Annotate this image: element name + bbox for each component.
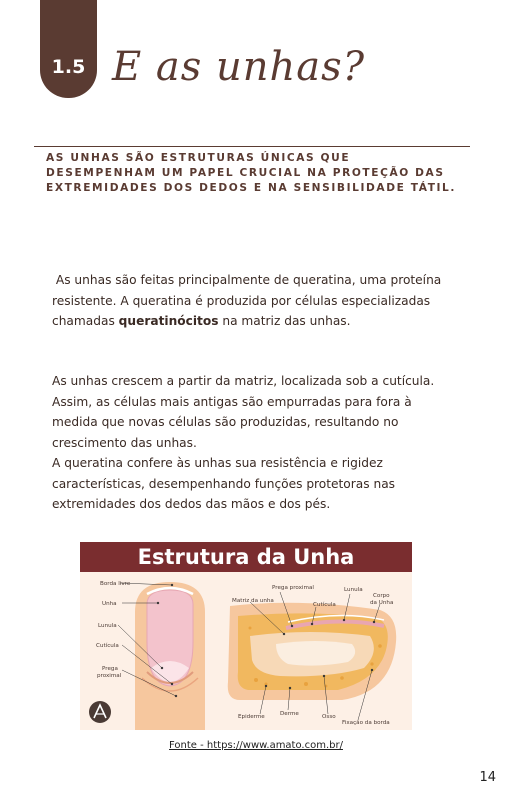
label-derme: Derme	[280, 711, 299, 717]
figure-caption: Fonte - https://www.amato.com.br/	[169, 740, 343, 751]
lead-text: AS UNHAS SÃO ESTRUTURAS ÚNICAS QUE DESEMPENHAM UM PAPEL CRUCIAL NA PROTEÇÃO DAS EXTREMIDADES DOS DEDOS E NA SENSIBILIDADE TÁTIL.	[46, 152, 457, 194]
label-fixacao: Fixação da borda	[342, 720, 390, 726]
figure-title: Estrutura da Unha	[80, 542, 412, 572]
label-osso: Osso	[322, 714, 336, 720]
paragraph-1-start: As unhas são feitas principalmente de queratina, uma proteína resistente. A queratina é produzida por células especializadas chamadas	[52, 273, 442, 328]
nail-diagram	[80, 572, 412, 730]
paragraph-3: A queratina confere às unhas sua resistência e rigidez características, desempenhando funções protetoras nas extremidades dos dedos das mãos e dos pés.	[52, 456, 396, 511]
keyword-queratinocitos: queratinócitos	[118, 314, 219, 328]
finger-illustration	[135, 582, 205, 730]
section-number: 1.5	[51, 56, 86, 78]
paragraph-1	[52, 270, 452, 332]
label-corpo-2: da Unha	[370, 600, 394, 606]
section-tab	[40, 0, 97, 98]
divider	[34, 146, 470, 147]
label-lunula-right: Lunula	[344, 587, 363, 593]
cross-section-illustration	[228, 603, 396, 700]
label-unha: Unha	[102, 601, 117, 607]
label-epiderme: Epiderme	[238, 714, 265, 720]
page-title: E as unhas?	[112, 44, 366, 90]
paragraph-2-block	[52, 371, 452, 515]
brand-logo-icon	[89, 701, 111, 723]
paragraph-2: As unhas crescem a partir da matriz, localizada sob a cutícula. Assim, as células mais antigas são empurradas para fora à medida que novas células são produzidas, resultando no crescimento das unhas.	[52, 374, 435, 450]
label-prega-left-1: Prega	[102, 666, 118, 672]
label-cuticula-left: Cutícula	[96, 643, 119, 649]
page-number: 14	[479, 770, 496, 785]
label-lunula-left: Lunula	[98, 623, 117, 629]
label-cuticula-right: Cutícula	[313, 602, 336, 608]
label-prega-right: Prega proximal	[272, 585, 314, 591]
label-borda-livre: Borda livre	[100, 581, 131, 587]
paragraph-1-end: na matriz das unhas.	[218, 314, 351, 328]
label-prega-left-2: proximal	[97, 673, 122, 679]
label-matriz: Matriz da unha	[232, 598, 274, 604]
label-corpo-1: Corpo	[373, 593, 390, 599]
nail-structure-figure	[80, 542, 412, 730]
